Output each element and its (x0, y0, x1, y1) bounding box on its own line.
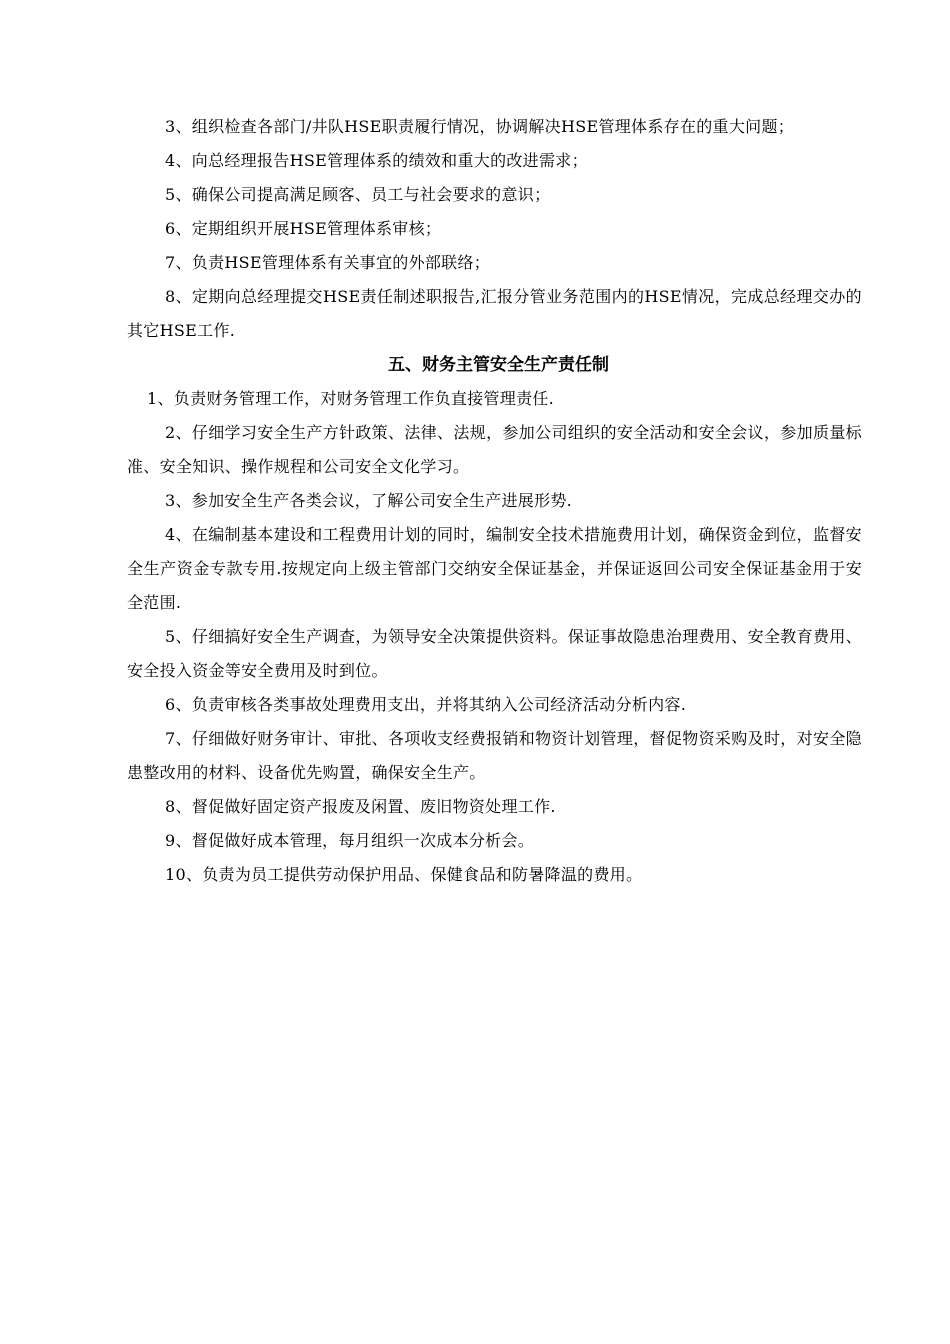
hse-duty-item-6: 6、定期组织开展HSE管理体系审核； (165, 219, 442, 238)
finance-duty-item-7: 7、仔细做好财务审计、审批、各项收支经费报销和物资计划管理，督促物资采购及时，对安全隐患整改用的材料、设备优先购置，确保安全生产。 (127, 729, 862, 782)
section-heading: 五、财务主管安全生产责任制 (388, 355, 609, 375)
finance-duty-item-5: 5、仔细搞好安全生产调查，为领导安全决策提供资料。保证事故隐患治理费用、安全教育费用、安全投入资金等安全费用及时到位。 (127, 627, 862, 680)
finance-duty-item-4: 4、在编制基本建设和工程费用计划的同时，编制安全技术措施费用计划，确保资金到位，监督安全生产资金专款专用.按规定向上级主管部门交纳安全保证基金，并保证返回公司安全保证基金用于安全范围. (127, 525, 862, 612)
hse-duty-item-4: 4、向总经理报告HSE管理体系的绩效和重大的改进需求； (165, 151, 588, 170)
finance-duty-item-2: 2、仔细学习安全生产方针政策、法律、法规，参加公司组织的安全活动和安全会议，参加质量标准、安全知识、操作规程和公司安全文化学习。 (127, 423, 862, 476)
finance-duty-item-8: 8、督促做好固定资产报废及闲置、废旧物资处理工作. (165, 797, 556, 816)
finance-duty-item-6: 6、负责审核各类事故处理费用支出，并将其纳入公司经济活动分析内容. (165, 695, 687, 714)
hse-duty-item-7: 7、负责HSE管理体系有关事宜的外部联络； (165, 253, 491, 272)
hse-duty-item-8: 8、定期向总经理提交HSE责任制述职报告,汇报分管业务范围内的HSE情况，完成总经理交办的其它HSE工作. (127, 287, 862, 340)
hse-duty-item-5: 5、确保公司提高满足顾客、员工与社会要求的意识； (165, 185, 551, 204)
finance-duty-item-9: 9、督促做好成本管理，每月组织一次成本分析会。 (165, 831, 535, 850)
finance-duty-item-1: 1、负责财务管理工作，对财务管理工作负直接管理责任. (147, 389, 555, 408)
hse-duty-item-3: 3、组织检查各部门/井队HSE职责履行情况，协调解决HSE管理体系存在的重大问题； (165, 117, 795, 136)
finance-duty-item-10: 10、负责为员工提供劳动保护用品、保健食品和防暑降温的费用。 (165, 865, 643, 884)
finance-duty-item-3: 3、参加安全生产各类会议，了解公司安全生产进展形势. (165, 491, 573, 510)
document-page (127, 110, 862, 892)
